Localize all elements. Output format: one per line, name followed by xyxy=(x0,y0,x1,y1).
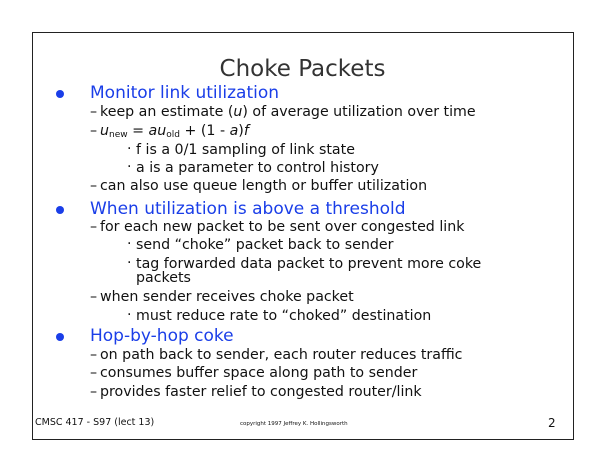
item-text: when sender receives choke packet xyxy=(100,289,354,305)
list-item xyxy=(90,346,463,364)
formula-eq: = xyxy=(127,123,149,139)
section-heading-monitor xyxy=(90,83,279,103)
dash-icon: – xyxy=(90,289,98,305)
dash-icon: – xyxy=(90,219,98,235)
item-text: on path back to sender, each router reduces traffic xyxy=(100,347,463,363)
item-text: must reduce rate to “choked” destination xyxy=(136,308,432,324)
dot-icon: · xyxy=(127,159,132,175)
heading-text: When utilization is above a threshold xyxy=(90,199,406,219)
formula-var: a xyxy=(229,123,239,139)
item-text: tag forwarded data packet to prevent more coke xyxy=(136,256,482,272)
item-text: provides faster relief to congested router/link xyxy=(100,384,422,400)
formula-sub: old xyxy=(166,130,180,140)
formula-var: f xyxy=(243,123,249,139)
dot-icon: · xyxy=(127,236,132,252)
item-text: a is a parameter to control history xyxy=(136,160,379,176)
list-subitem xyxy=(127,141,355,159)
item-text: send “choke” packet back to sender xyxy=(136,237,394,253)
footer-course: CMSC 417 - S97 (lect 13) xyxy=(35,417,155,428)
item-text: packets xyxy=(136,270,191,286)
dash-icon: – xyxy=(90,347,98,363)
dot-icon: · xyxy=(127,307,132,323)
bullet-icon xyxy=(56,90,64,98)
formula-text: ) xyxy=(238,123,244,139)
formula-text: + (1 - xyxy=(179,123,230,139)
bullet-icon xyxy=(56,333,64,341)
item-var: u xyxy=(233,104,243,120)
heading-text: Hop-by-hop coke xyxy=(90,326,234,346)
dash-icon: – xyxy=(90,178,98,194)
heading-text: Monitor link utilization xyxy=(90,83,280,103)
section-heading-threshold xyxy=(90,199,406,219)
list-item xyxy=(90,364,418,382)
list-item xyxy=(90,383,422,401)
formula-line xyxy=(90,122,249,140)
formula-sub: new xyxy=(109,130,128,140)
list-subitem xyxy=(127,307,432,325)
formula-var: u xyxy=(100,123,109,139)
list-subitem xyxy=(127,236,394,254)
item-text: ) of average utilization over time xyxy=(242,104,476,120)
item-text: for each new packet to be sent over congested link xyxy=(100,219,465,235)
dash-icon: – xyxy=(90,365,98,381)
item-text: can also use queue length or buffer utilization xyxy=(100,178,428,194)
slide-title: Choke Packets xyxy=(219,56,386,82)
list-item xyxy=(90,177,428,195)
item-text: consumes buffer space along path to sender xyxy=(100,365,418,381)
section-heading-hop xyxy=(90,326,234,346)
list-subitem-continued xyxy=(136,269,191,287)
formula-var: u xyxy=(157,123,167,139)
dash-icon: – xyxy=(90,123,98,139)
list-item xyxy=(90,103,476,121)
dot-icon: · xyxy=(127,255,132,271)
bullet-icon xyxy=(56,206,64,214)
formula-var: a xyxy=(148,123,158,139)
list-subitem xyxy=(127,159,379,177)
list-item xyxy=(90,218,465,236)
dash-icon: – xyxy=(90,104,98,120)
page-number: 2 xyxy=(548,416,556,430)
item-text: f is a 0/1 sampling of link state xyxy=(136,142,355,158)
dash-icon: – xyxy=(90,384,98,400)
footer-copyright: copyright 1997 Jeffrey K. Hollingsworth xyxy=(240,421,348,427)
dot-icon: · xyxy=(127,141,132,157)
item-text: keep an estimate ( xyxy=(100,104,234,120)
list-item xyxy=(90,288,354,306)
